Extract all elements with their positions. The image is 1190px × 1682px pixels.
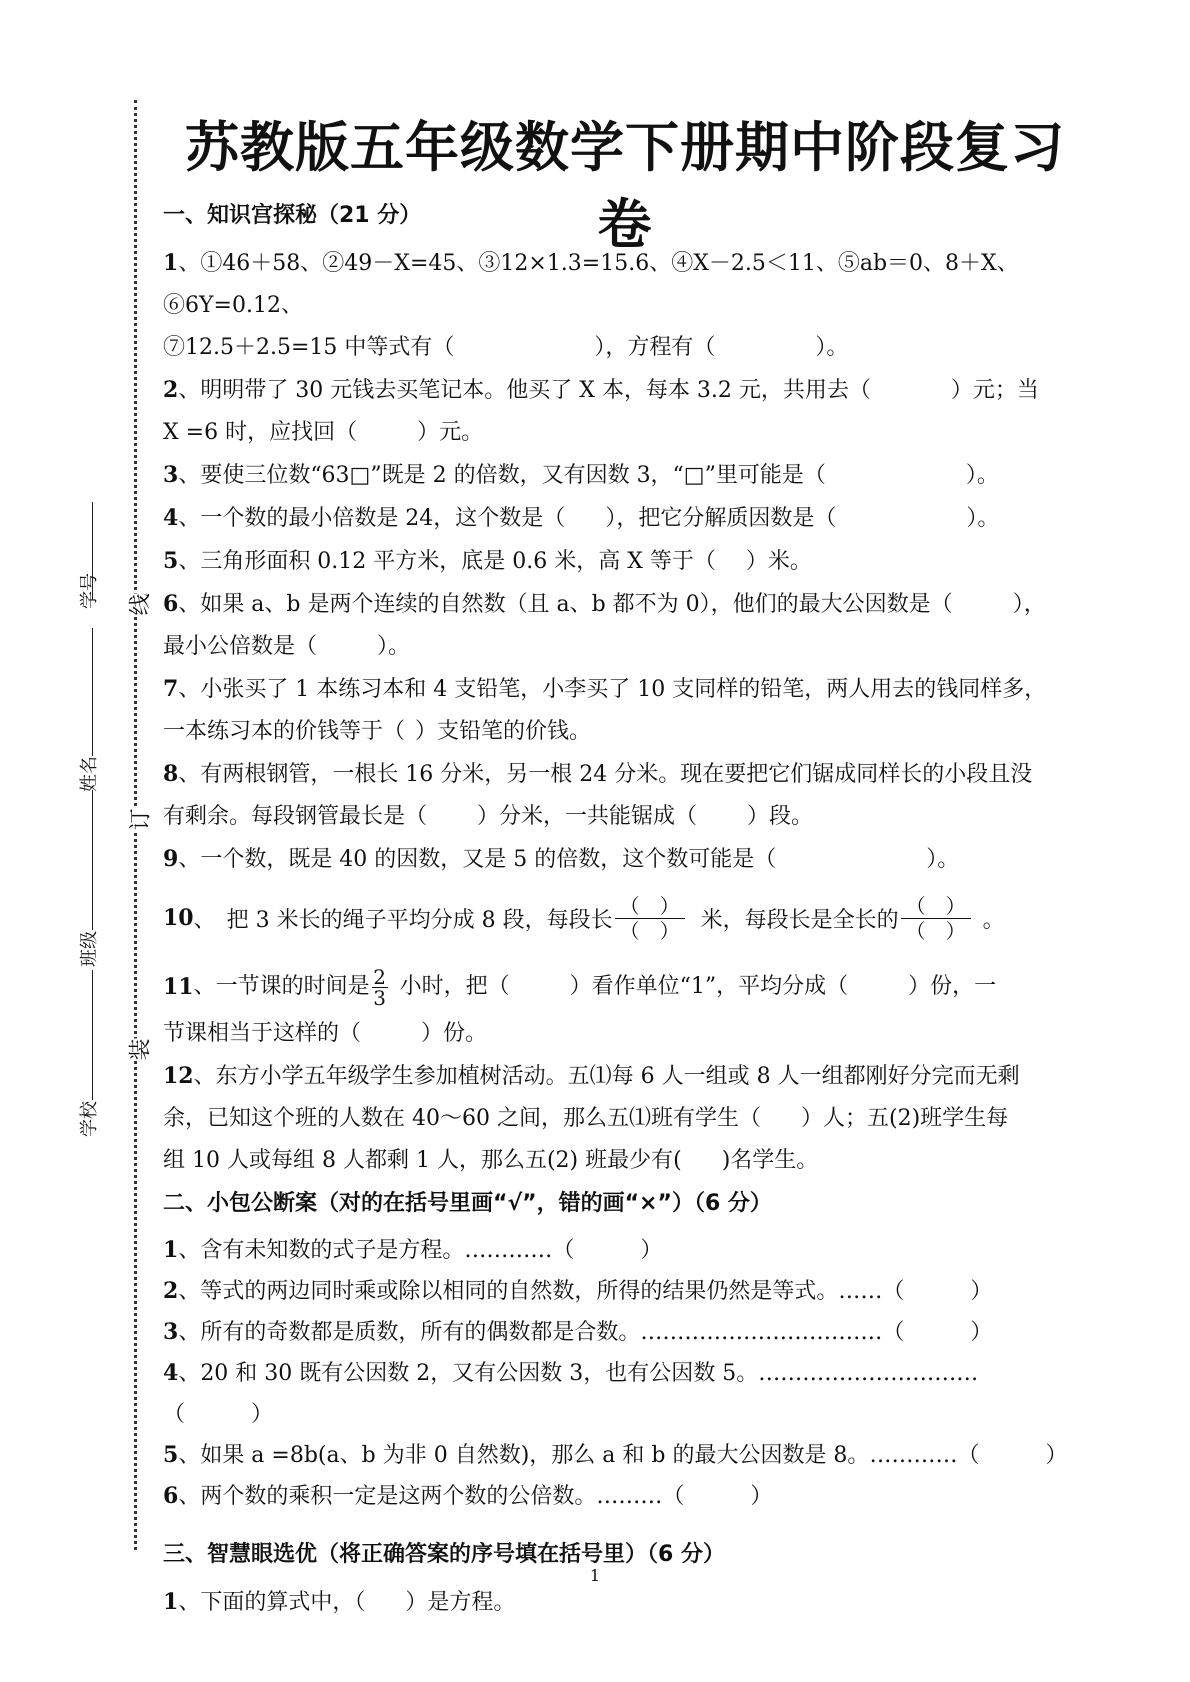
item-number: 2 — [163, 1278, 179, 1304]
tf-item — [163, 1271, 1083, 1312]
answer-paren[interactable]: （ ） — [552, 1238, 663, 1263]
answer-paren[interactable]: （ ） — [957, 1443, 1068, 1468]
leader-dots: …………………………… — [640, 1320, 883, 1345]
question-text: ）米。 — [745, 549, 812, 574]
question-text: 有剩余。每段钢管最长是（ — [163, 804, 428, 829]
page-number: 1 — [589, 1566, 601, 1585]
fraction-blank-length[interactable] — [615, 894, 685, 943]
question-number: 11 — [163, 974, 194, 1000]
section2-heading: 二、小包公断案（对的在括号里画“√”，错的画“×”）（6 分） — [163, 1191, 772, 1216]
question-6 — [163, 583, 1083, 668]
tf-item — [163, 1312, 1083, 1353]
binding-char-line: 线 — [120, 593, 159, 615]
question-11 — [163, 961, 1083, 1055]
fraction-denominator-blank: （ ） — [905, 918, 966, 943]
true-false-list — [163, 1230, 1083, 1517]
question-text: ）份，一 — [908, 974, 997, 999]
leader-dots: ………… — [464, 1238, 553, 1263]
question-number: 1 — [163, 1589, 179, 1615]
fraction-numerator-blank: （ ） — [905, 893, 966, 918]
item-text: 、含有未知数的式子是方程。 — [178, 1238, 465, 1263]
item-text: 、所有的奇数都是质数，所有的偶数都是合数。 — [178, 1320, 641, 1345]
answer-paren[interactable]: （ ） — [882, 1320, 993, 1345]
leader-dots: ………… — [869, 1443, 958, 1468]
question-text: 最小公倍数是（ — [163, 634, 318, 659]
question-text: ）是方程。 — [405, 1590, 516, 1615]
question-text: ）。 — [377, 634, 411, 659]
fraction-denominator: 3 — [373, 985, 386, 1010]
question-7 — [163, 668, 1083, 753]
field-label-name: 姓名 — [79, 756, 100, 792]
question-number: 10 — [163, 905, 194, 931]
question-text: 、 把 3 米长的绳子平均分成 8 段，每段长 — [193, 907, 613, 933]
question-text: 、东方小学五年级学生参加植树活动。五⑴每 6 人一组或 8 人一组都刚好分完而无剩 — [193, 1064, 1020, 1089]
question-text: 、明明带了 30 元钱去买笔记本。他买了 X 本，每本 3.2 元，共用去（ — [178, 378, 871, 403]
item-text: 、两个数的乘积一定是这两个数的公倍数。 — [178, 1484, 597, 1509]
tf-item — [163, 1230, 1083, 1271]
item-number: 3 — [163, 1319, 179, 1345]
question-number: 8 — [163, 761, 179, 787]
item-number: 1 — [163, 1237, 179, 1263]
question-number: 5 — [163, 548, 179, 574]
question-number: 7 — [163, 676, 179, 702]
question-text: )名学生。 — [721, 1148, 819, 1173]
answer-paren[interactable]: （ ） — [163, 1402, 274, 1427]
question-text: ）。 — [926, 847, 960, 872]
question-text: ）份。 — [421, 1021, 488, 1046]
field-label-student-id: 学号 — [79, 573, 100, 609]
question-number: 2 — [163, 377, 179, 403]
question-text: ）段。 — [747, 804, 814, 829]
question-1 — [163, 242, 1083, 369]
question-text: 一本练习本的价钱等于（ — [163, 719, 406, 744]
answer-paren[interactable]: （ ） — [662, 1484, 773, 1509]
question-text: ），把它分解质因数是（ — [605, 506, 837, 531]
item-number: 4 — [163, 1360, 179, 1386]
question-text: 节课相当于这样的（ — [163, 1021, 362, 1046]
leader-dots: ……… — [596, 1484, 663, 1509]
field-line-name — [92, 628, 93, 756]
fraction-two-thirds — [372, 964, 388, 1010]
exam-content — [163, 196, 1083, 1624]
question-text: 余，已知这个班的人数在 40～60 之间，那么五⑴班有学生（ — [163, 1106, 761, 1131]
question-text: 组 10 人或每组 8 人都剩 1 人，那么五(2) 班最少有( — [163, 1148, 682, 1173]
field-line-class — [92, 790, 93, 930]
question-text: ）看作单位“1”，平均分成（ — [569, 974, 849, 999]
question-text: ）。 — [815, 335, 849, 360]
question-text: ），方程有（ — [594, 335, 716, 360]
question-text: ）。 — [965, 463, 999, 488]
section3-heading: 三、智慧眼选优（将正确答案的序号填在括号里）（6 分） — [163, 1542, 725, 1567]
fraction-numerator-blank: （ ） — [619, 893, 680, 918]
choice-question-1 — [163, 1581, 1083, 1624]
question-text: 、如果 a、b 是两个连续的自然数（且 a、b 都不为 0），他们的最大公因数是（ — [178, 592, 953, 617]
question-number: 1 — [163, 250, 179, 276]
binding-char-bind: 装 — [120, 1038, 159, 1060]
question-5 — [163, 540, 1083, 583]
question-text: 、三角形面积 0.12 平方米，底是 0.6 米，高 X 等于（ — [178, 549, 716, 574]
item-text: 、如果 a =8b(a、b 为非 0 自然数)，那么 a 和 b 的最大公因数是 8。 — [178, 1443, 870, 1468]
item-number: 6 — [163, 1483, 179, 1509]
question-12 — [163, 1055, 1083, 1182]
question-text: ）人；五(2)班学生每 — [800, 1106, 1009, 1131]
question-2 — [163, 369, 1083, 454]
question-number: 4 — [163, 505, 179, 531]
item-text: 、等式的两边同时乘或除以相同的自然数，所得的结果仍然是等式。 — [178, 1279, 839, 1304]
field-line-school — [92, 970, 93, 1100]
question-text: ）支铅笔的价钱。 — [415, 719, 592, 744]
field-label-school: 学校 — [79, 1101, 100, 1137]
question-number: 12 — [163, 1063, 194, 1089]
question-text: 。 — [982, 907, 1005, 933]
question-text: X =6 时，应找回（ — [163, 420, 358, 445]
question-4 — [163, 497, 1083, 540]
tf-item — [163, 1353, 1083, 1435]
question-text: 、一个数的最小倍数是 24，这个数是（ — [178, 506, 566, 531]
question-text: 、一个数，既是 40 的因数，又是 5 的倍数，这个数可能是（ — [178, 847, 777, 872]
leader-dots: …… — [838, 1279, 883, 1304]
question-text: ）。 — [966, 506, 1000, 531]
question-text: 、有两根钢管，一根长 16 分米，另一根 24 分米。现在要把它们锯成同样长的小段且没 — [178, 762, 1033, 787]
item-number: 5 — [163, 1442, 179, 1468]
question-text: 、①46＋58、②49－X=45、③12×1.3=15.6、④X－2.5＜11、⑤ab＝0、8＋X、⑥6Y=0.12、 — [163, 251, 1019, 318]
question-text: 小时，把（ — [399, 974, 510, 999]
question-8 — [163, 753, 1083, 838]
question-text: 、小张买了 1 本练习本和 4 支铅笔，小李买了 10 支同样的铅笔，两人用去的钱同样多， — [178, 677, 1047, 702]
tf-item — [163, 1476, 1083, 1517]
page-title: 苏教版五年级数学下册期中阶段复习卷 — [185, 116, 1065, 256]
binding-char-staple: 订 — [120, 808, 159, 830]
question-text: ）， — [1012, 592, 1046, 617]
question-10 — [163, 881, 1083, 955]
answer-paren[interactable]: （ ） — [882, 1279, 993, 1304]
question-number: 3 — [163, 462, 179, 488]
fraction-blank-share[interactable] — [901, 894, 971, 943]
question-text: 、一节课的时间是 — [193, 974, 370, 999]
question-number: 9 — [163, 846, 179, 872]
leader-dots: ………………………… — [758, 1361, 979, 1386]
question-number: 6 — [163, 591, 179, 617]
question-text: ）元。 — [417, 420, 484, 445]
question-text: ）分米，一共能锯成（ — [477, 804, 698, 829]
question-text: ⑦12.5＋2.5=15 中等式有（ — [163, 335, 455, 360]
tf-item — [163, 1435, 1083, 1476]
question-text: 、要使三位数“63□”既是 2 的倍数，又有因数 3，“□”里可能是（ — [178, 463, 826, 488]
question-9 — [163, 838, 1083, 881]
question-3 — [163, 454, 1083, 497]
fraction-numerator: 2 — [373, 964, 386, 989]
question-text: ）元；当 — [950, 378, 1039, 403]
item-text: 、20 和 30 既有公因数 2，又有公因数 3，也有公因数 5。 — [178, 1361, 759, 1386]
field-label-class: 班级 — [79, 931, 100, 967]
question-text: 米，每段长是全长的 — [700, 907, 899, 933]
section1-heading: 一、知识宫探秘（21 分） — [163, 203, 422, 228]
fraction-denominator-blank: （ ） — [619, 918, 680, 943]
question-text: 、下面的算式中，（ — [178, 1590, 366, 1615]
